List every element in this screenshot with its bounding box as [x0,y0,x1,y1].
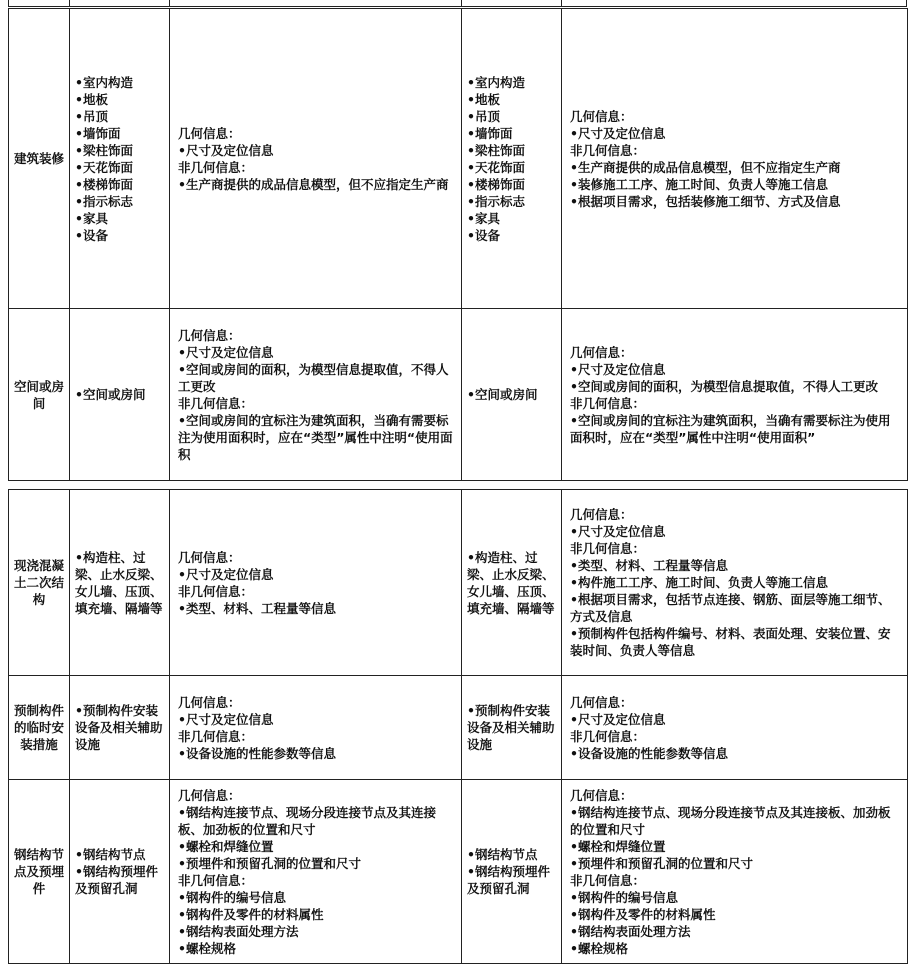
table-row [9,9,908,309]
items-cell-b: •钢结构节点 •钢结构预埋件及预留孔洞 [462,780,562,964]
items-cell-a: •钢结构节点 •钢结构预埋件及预留孔洞 [70,780,170,964]
table-row [9,676,908,780]
items-cell-b: •构造柱、过梁、止水反梁、女儿墙、压顶、填充墙、隔墙等 [462,490,562,676]
category-cell: 现浇混凝土二次结构 [9,490,70,676]
table-row [9,490,908,676]
table-row [9,309,908,481]
items-cell-a: •室内构造 •地板 •吊顶 •墙饰面 •梁柱饰面 •天花饰面 •楼梯饰面 •指示标志 •家具 •设备 [70,9,170,309]
items-cell-a: •空间或房间 [70,309,170,481]
lod-info-table [8,0,908,964]
items-cell-b: •室内构造 •地板 •吊顶 •墙饰面 •梁柱饰面 •天花饰面 •楼梯饰面 •指示标志 •家具 •设备 [462,9,562,309]
details-cell-b: 几何信息： •尺寸及定位信息 非几何信息： •生产商提供的成品信息模型，但不应指定生产商 •装修施工工序、施工时间、负责人等施工信息 •根据项目需求，包括装修施工细节、方式及信息 [562,9,908,309]
items-cell-b: •预制构件安装设备及相关辅助设施 [462,676,562,780]
details-cell-a: 几何信息： •尺寸及定位信息 非几何信息： •生产商提供的成品信息模型，但不应指定生产商 [170,9,462,309]
category-cell: 建筑装修 [9,9,70,309]
details-cell-a: 几何信息： •尺寸及定位信息 非几何信息： •类型、材料、工程量等信息 [170,490,462,676]
details-cell-b: 几何信息： •尺寸及定位信息 非几何信息： •类型、材料、工程量等信息 •构件施工工序、施工时间、负责人等施工信息 •根据项目需求，包括节点连接、钢筋、面层等施工细节、方式及信息 •预制构件包括构件编号、材料、表面处理、安装位置、安装时间、负责人等信息 [562,490,908,676]
table-row [9,780,908,964]
items-cell-a: •预制构件安装设备及相关辅助设施 [70,676,170,780]
items-cell-a: •构造柱、过梁、止水反梁、女儿墙、压顶、填充墙、隔墙等 [70,490,170,676]
details-cell-a: 几何信息： •尺寸及定位信息 •空间或房间的面积，为模型信息提取值，不得人工更改 非几何信息： •空间或房间的宜标注为建筑面积，当确有需要标注为使用面积时，应在“类型”属性中注明“使用面积 [170,309,462,481]
items-cell-b: •空间或房间 [462,309,562,481]
details-cell-b: 几何信息： •尺寸及定位信息 非几何信息： •设备设施的性能参数等信息 [562,676,908,780]
details-cell-b: 几何信息： •尺寸及定位信息 •空间或房间的面积，为模型信息提取值，不得人工更改 非几何信息： •空间或房间的宜标注为建筑面积，当确有需要标注为使用面积时，应在“类型”属性中注明“使用面积” [562,309,908,481]
category-cell: 空间或房间 [9,309,70,481]
category-cell: 钢结构节点及预埋件 [9,780,70,964]
details-cell-a: 几何信息： •钢结构连接节点、现场分段连接节点及其连接板、加劲板的位置和尺寸 •螺栓和焊缝位置 •预埋件和预留孔洞的位置和尺寸 非几何信息： •钢构件的编号信息 •钢构件及零件的材料属性 •钢结构表面处理方法 •螺栓规格 [170,780,462,964]
details-cell-a: 几何信息： •尺寸及定位信息 非几何信息： •设备设施的性能参数等信息 [170,676,462,780]
details-cell-b: 几何信息： •钢结构连接节点、现场分段连接节点及其连接板、加劲板的位置和尺寸 •螺栓和焊缝位置 •预埋件和预留孔洞的位置和尺寸 非几何信息： •钢构件的编号信息 •钢构件及零件的材料属性 •钢结构表面处理方法 •螺栓规格 [562,780,908,964]
category-cell: 预制构件的临时安装措施 [9,676,70,780]
